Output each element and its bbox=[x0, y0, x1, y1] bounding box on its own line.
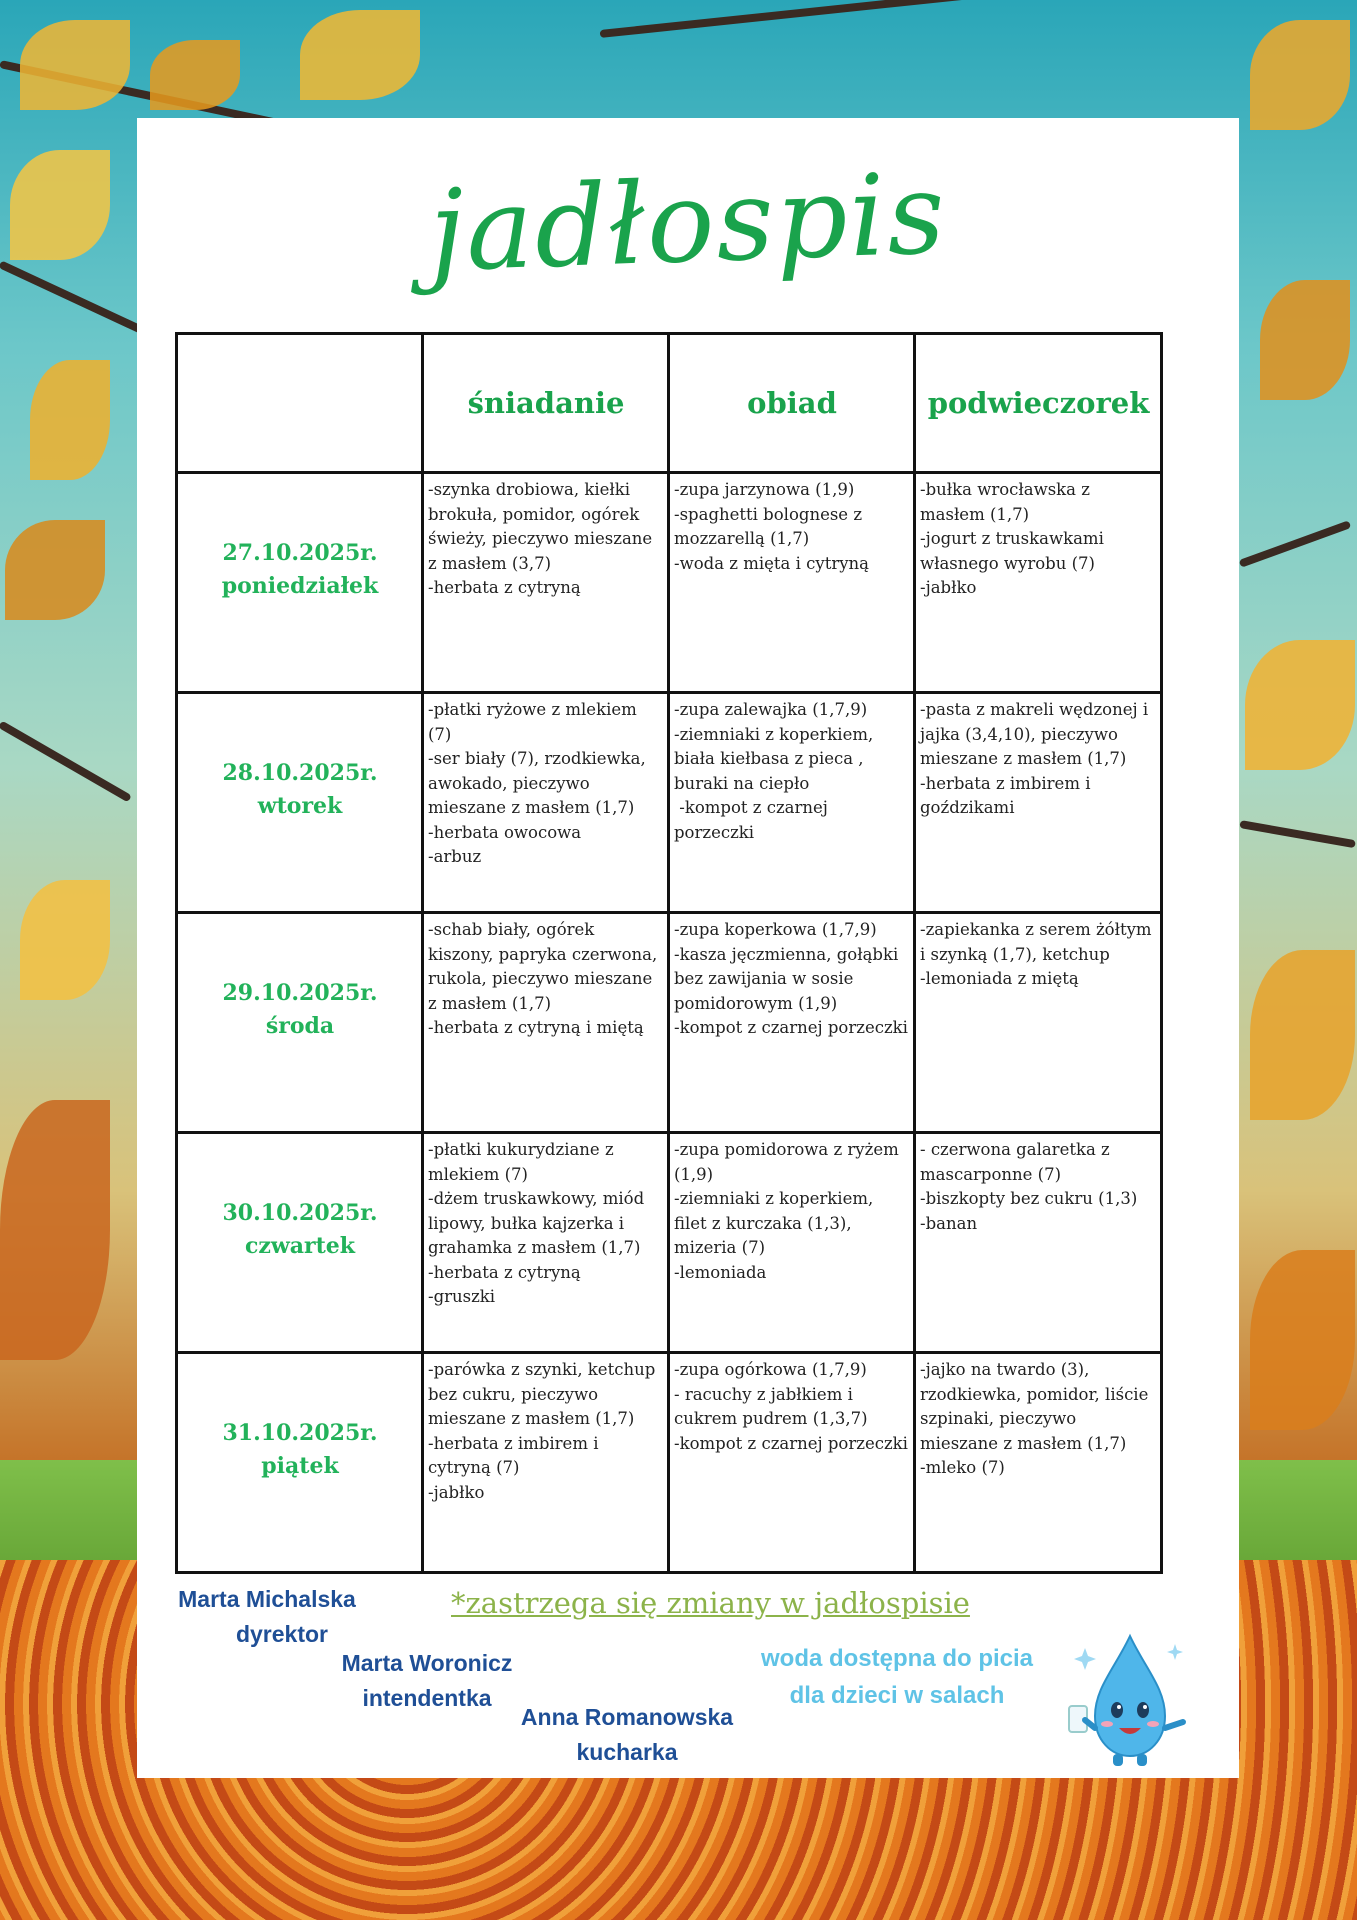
breakfast-cell bbox=[423, 1133, 669, 1353]
leaf bbox=[1245, 640, 1355, 770]
menu-table bbox=[175, 332, 1163, 1574]
menu-item: -woda z mięta i cytryną bbox=[674, 553, 870, 573]
day-cell bbox=[177, 693, 423, 913]
page-title: jadłospis bbox=[427, 149, 949, 297]
staff-role: kucharka bbox=[576, 1739, 678, 1765]
menu-item: -szynka drobiowa, kiełki brokuła, pomidor, ogórek świeży, pieczywo mieszane z masłem (3,7) bbox=[428, 480, 658, 573]
tree-branch bbox=[1239, 520, 1352, 568]
header-cell-empty bbox=[177, 334, 423, 473]
breakfast-cell bbox=[423, 913, 669, 1133]
menu-item: -jabłko bbox=[428, 1482, 485, 1502]
leaf bbox=[20, 880, 110, 1000]
menu-item: -zupa jarzynowa (1,9) bbox=[674, 480, 855, 499]
menu-item: -ziemniaki z koperkiem, filet z kurczaka (1,3), mizeria (7) bbox=[674, 1189, 879, 1257]
water-line-1: woda dostępna do picia bbox=[760, 1645, 1034, 1672]
autumn-tree bbox=[1250, 1250, 1355, 1430]
day-cell bbox=[177, 1133, 423, 1353]
menu-item: -ziemniaki z koperkiem, biała kiełbasa z pieca , buraki na ciepło bbox=[674, 724, 879, 793]
menu-item: -mleko (7) bbox=[920, 1458, 1005, 1477]
day-date: 30.10.2025r. bbox=[222, 1199, 378, 1226]
menu-card bbox=[137, 118, 1239, 1778]
staff-cook bbox=[487, 1700, 767, 1770]
day-weekday: poniedziałek bbox=[221, 572, 379, 599]
menu-item: -kompot z czarnej porzeczki bbox=[674, 798, 834, 842]
snack-cell bbox=[915, 913, 1162, 1133]
menu-item: -bułka wrocławska z masłem (1,7) bbox=[920, 480, 1096, 524]
staff-name: Marta Woronicz bbox=[341, 1650, 513, 1676]
day-weekday: czwartek bbox=[244, 1232, 356, 1259]
menu-item: -kasza jęczmienna, gołąbki bez zawijania w sosie pomidorowym (1,9) bbox=[674, 944, 904, 1013]
menu-item: -banan bbox=[920, 1213, 978, 1233]
menu-item: -herbata z imbirem i cytryną (7) bbox=[428, 1433, 604, 1477]
menu-item: -herbata z cytryną bbox=[428, 1262, 581, 1282]
menu-item: -biszkopty bez cukru (1,3) bbox=[920, 1189, 1138, 1208]
day-weekday: wtorek bbox=[257, 792, 343, 819]
menu-item: - czerwona galaretka z mascarponne (7) bbox=[920, 1140, 1115, 1184]
menu-item: -schab biały, ogórek kiszony, papryka czerwona, rukola, pieczywo mieszane z masłem (1,7) bbox=[428, 920, 663, 1013]
water-drop-mascot-icon bbox=[1055, 1628, 1205, 1768]
menu-item: -gruszki bbox=[428, 1287, 496, 1306]
menu-item: -arbuz bbox=[428, 847, 482, 866]
day-date: 29.10.2025r. bbox=[222, 979, 378, 1006]
leaf bbox=[1250, 950, 1355, 1120]
leaf bbox=[10, 150, 110, 260]
menu-item: -zupa pomidorowa z ryżem (1,9) bbox=[674, 1140, 904, 1184]
menu-item: -jogurt z truskawkami własnego wyrobu (7) bbox=[920, 529, 1110, 573]
day-weekday: piątek bbox=[261, 1452, 339, 1479]
day-weekday: środa bbox=[265, 1012, 335, 1039]
header-row bbox=[177, 334, 1162, 473]
water-line-2: dla dzieci w salach bbox=[789, 1682, 1005, 1709]
leaf bbox=[150, 40, 240, 110]
menu-item: -jajko na twardo (3), rzodkiewka, pomidor, liście szpinaki, pieczywo mieszane z masłem (1,7) bbox=[920, 1360, 1154, 1453]
header-cell-lunch: obiad bbox=[669, 334, 915, 473]
staff-director bbox=[137, 1582, 397, 1652]
autumn-tree bbox=[0, 1100, 110, 1360]
menu-item: -herbata z imbirem i goździkami bbox=[920, 773, 1096, 817]
menu-item: -herbata z cytryną i miętą bbox=[428, 1018, 644, 1037]
snack-cell bbox=[915, 1353, 1162, 1573]
leaf bbox=[1250, 20, 1350, 130]
staff-name: Anna Romanowska bbox=[520, 1704, 734, 1730]
menu-row bbox=[177, 693, 1162, 913]
menu-item: -zupa zalewajka (1,7,9) bbox=[674, 700, 868, 719]
staff-name: Marta Michalska bbox=[178, 1586, 356, 1612]
leaf bbox=[1260, 280, 1350, 400]
staff-role: intendentka bbox=[362, 1685, 492, 1711]
menu-item: -lemoniada bbox=[674, 1262, 767, 1282]
header-cell-snack: podwieczorek bbox=[915, 334, 1162, 473]
menu-item: -herbata z cytryną bbox=[428, 578, 581, 597]
tree-branch bbox=[600, 0, 1098, 38]
leaf bbox=[5, 520, 105, 620]
day-date: 27.10.2025r. bbox=[222, 539, 378, 566]
menu-item: - racuchy z jabłkiem i cukrem pudrem (1,3,7) bbox=[674, 1384, 868, 1428]
day-date: 31.10.2025r. bbox=[222, 1419, 378, 1446]
lunch-cell bbox=[669, 693, 915, 913]
menu-item: -zapiekanka z serem żółtym i szynką (1,7), ketchup bbox=[920, 920, 1157, 964]
lunch-cell bbox=[669, 1353, 915, 1573]
day-date: 28.10.2025r. bbox=[222, 759, 378, 786]
menu-row bbox=[177, 1133, 1162, 1353]
breakfast-cell bbox=[423, 473, 669, 693]
lunch-cell bbox=[669, 473, 915, 693]
snack-cell bbox=[915, 693, 1162, 913]
menu-item: -parówka z szynki, ketchup bez cukru, pieczywo mieszane z masłem (1,7) bbox=[428, 1360, 661, 1428]
header-cell-breakfast: śniadanie bbox=[423, 334, 669, 473]
menu-item: -lemoniada z miętą bbox=[920, 969, 1079, 988]
leaf bbox=[30, 360, 110, 480]
menu-row bbox=[177, 1353, 1162, 1573]
menu-item: -pasta z makreli wędzonej i jajka (3,4,10), pieczywo mieszane z masłem (1,7) bbox=[920, 700, 1154, 768]
menu-item: -herbata owocowa bbox=[428, 822, 582, 842]
breakfast-cell bbox=[423, 1353, 669, 1573]
menu-item: -płatki ryżowe z mlekiem (7) bbox=[428, 700, 643, 744]
leaf bbox=[300, 10, 420, 100]
breakfast-cell bbox=[423, 693, 669, 913]
menu-item: -dżem truskawkowy, miód lipowy, bułka kajzerka i grahamka z masłem (1,7) bbox=[428, 1189, 650, 1257]
menu-row bbox=[177, 913, 1162, 1133]
snack-cell bbox=[915, 1133, 1162, 1353]
menu-change-note: *zastrzega się zmiany w jadłospisie bbox=[451, 1586, 970, 1620]
day-cell bbox=[177, 913, 423, 1133]
day-cell bbox=[177, 473, 423, 693]
menu-item: -spaghetti bolognese z mozzarellą (1,7) bbox=[674, 504, 868, 548]
menu-item: -płatki kukurydziane z mlekiem (7) bbox=[428, 1140, 619, 1184]
day-cell bbox=[177, 1353, 423, 1573]
menu-item: -zupa koperkowa (1,7,9) bbox=[674, 920, 877, 939]
menu-item: -zupa ogórkowa (1,7,9) bbox=[674, 1360, 867, 1379]
lunch-cell bbox=[669, 1133, 915, 1353]
snack-cell bbox=[915, 473, 1162, 693]
menu-item: -kompot z czarnej porzeczki bbox=[674, 1018, 908, 1037]
leaf bbox=[20, 20, 130, 110]
menu-item: -jabłko bbox=[920, 578, 977, 597]
menu-row bbox=[177, 473, 1162, 693]
menu-item: -kompot z czarnej porzeczki bbox=[674, 1433, 908, 1453]
tree-branch bbox=[1239, 820, 1356, 848]
staff-role: dyrektor bbox=[235, 1621, 329, 1647]
lunch-cell bbox=[669, 913, 915, 1133]
tree-branch bbox=[0, 721, 132, 803]
water-info bbox=[737, 1640, 1057, 1714]
menu-item: -ser biały (7), rzodkiewka, awokado, pieczywo mieszane z masłem (1,7) bbox=[428, 749, 651, 817]
